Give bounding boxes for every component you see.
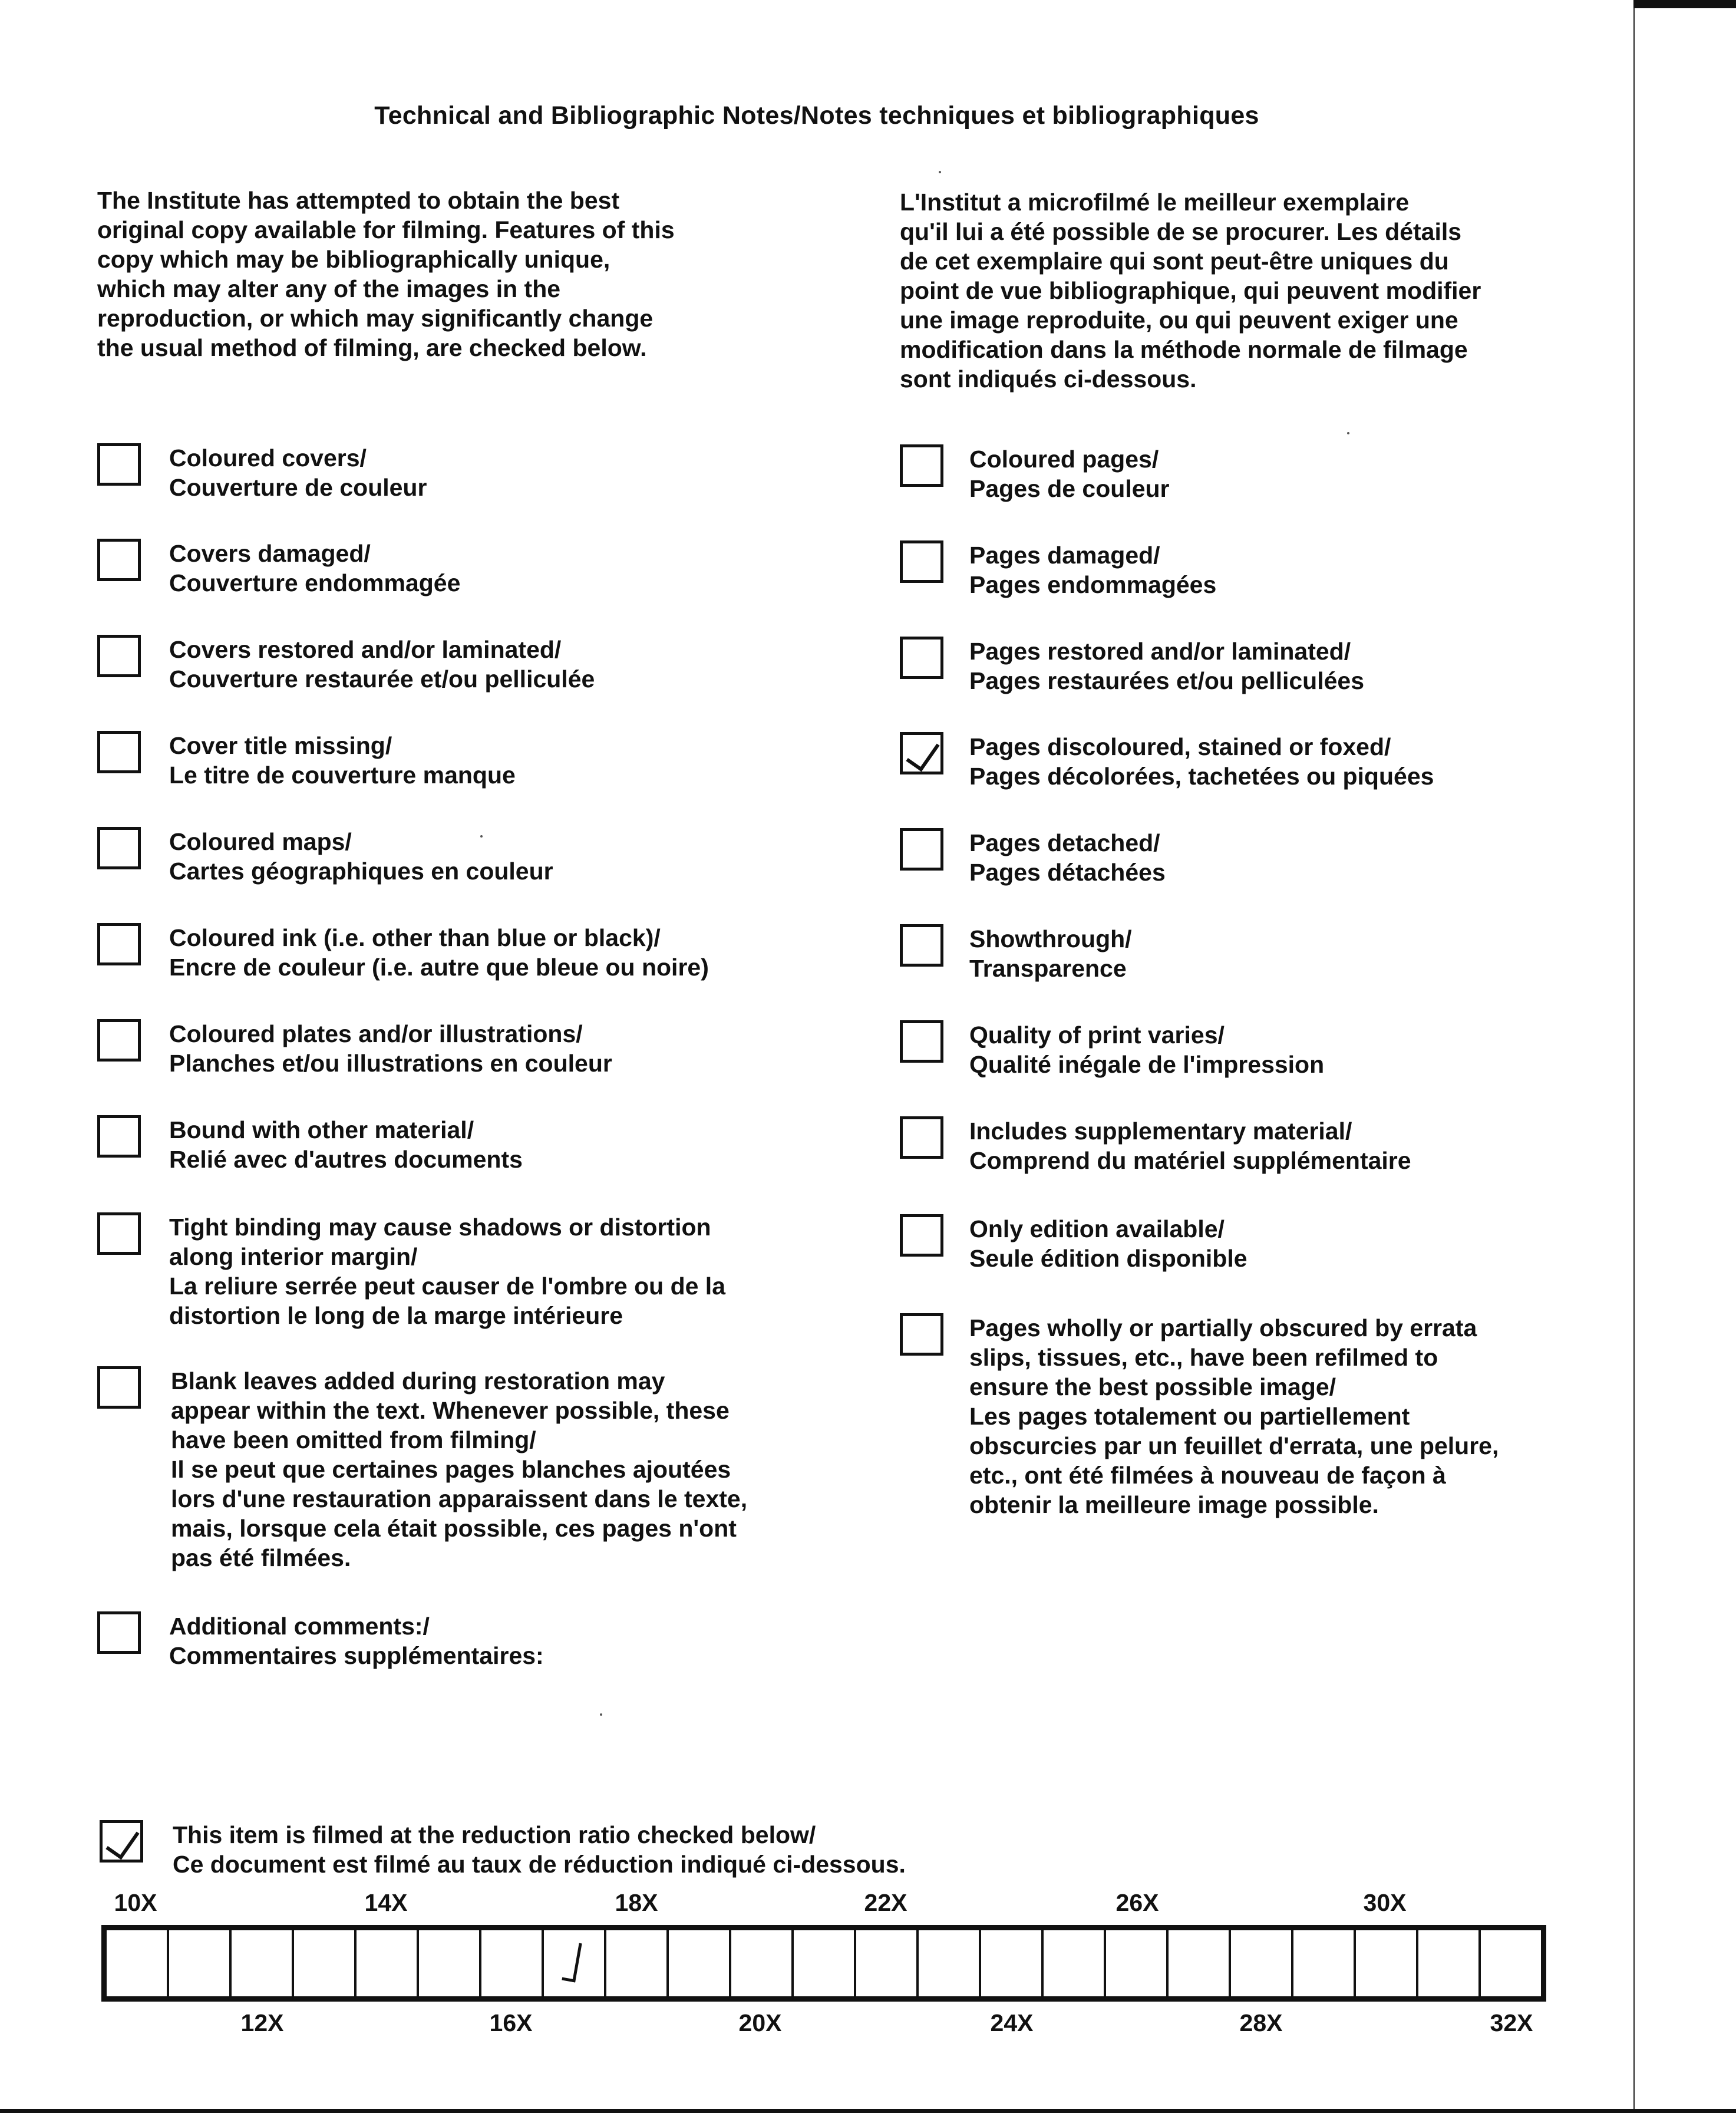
checkbox[interactable] xyxy=(900,924,943,967)
item-label: Pages damaged/ Pages endommagées xyxy=(969,542,1217,598)
ratio-label-bottom: 28X xyxy=(1239,2009,1283,2036)
checkbox[interactable] xyxy=(97,923,141,965)
checkbox[interactable] xyxy=(97,635,141,677)
item-label: Covers damaged/ Couverture endommagée xyxy=(169,540,461,596)
ratio-label-bottom: 16X xyxy=(489,2009,533,2036)
ratio-label-bottom: 20X xyxy=(738,2009,782,2036)
ratio-cell[interactable] xyxy=(1169,1930,1231,1996)
ratio-cell[interactable] xyxy=(919,1930,981,1996)
ratio-cell[interactable] xyxy=(1418,1930,1481,1996)
scan-speck xyxy=(600,1713,602,1716)
checkbox[interactable] xyxy=(97,731,141,773)
checkbox[interactable] xyxy=(900,1313,943,1356)
ratio-cell[interactable] xyxy=(232,1930,294,1996)
checkbox[interactable] xyxy=(900,732,943,774)
ratio-cell[interactable] xyxy=(107,1930,169,1996)
item-label: Covers restored and/or laminated/ Couverture restaurée et/ou pelliculée xyxy=(169,636,595,693)
ratio-cell[interactable] xyxy=(544,1930,606,1996)
reduction-label: This item is filmed at the reduction ratio checked below/ Ce document est filmé au taux de réduction indiqué ci-dessous. xyxy=(173,1821,906,1878)
checkbox[interactable] xyxy=(100,1820,143,1863)
item-label: Only edition available/ Seule édition disponible xyxy=(969,1215,1247,1272)
ratio-label-bottom: 24X xyxy=(990,2009,1034,2036)
checkbox[interactable] xyxy=(97,827,141,869)
ratio-label-top: 18X xyxy=(615,1889,658,1916)
ratio-cell[interactable] xyxy=(731,1930,794,1996)
ratio-cell[interactable] xyxy=(294,1930,357,1996)
item-label: Tight binding may cause shadows or distortion along interior margin/ La reliure serrée peut causer de l'ombre ou de la distortion le long de la marge intérieure xyxy=(169,1214,726,1329)
intro-french: L'Institut a microfilmé le meilleur exemplaire qu'il lui a été possible de se procurer. Les détails de cet exemplaire qui sont peut-être uniques du point de vue bibliographique, qui peuvent modifier une image reproduite, ou qui peuvent exiger une modification dans la méthode normale de filmage sont indiqués ci-dessous. xyxy=(900,189,1481,393)
item-label: Blank leaves added during restoration may appear within the text. Whenever possible, these have been omitted from filming/ Il se peut que certaines pages blanches ajoutées lors d'une restauration apparaissent dans le texte, mais, lorsque cela était possible, ces pages n'ont pas été filmées. xyxy=(171,1367,748,1571)
page-edge-shadow xyxy=(1633,0,1736,8)
ratio-cell[interactable] xyxy=(669,1930,731,1996)
item-label: Additional comments:/ Commentaires supplémentaires: xyxy=(169,1613,544,1669)
checkbox[interactable] xyxy=(97,1115,141,1158)
ratio-label-top: 26X xyxy=(1115,1889,1159,1916)
intro-english: The Institute has attempted to obtain the best original copy available for filming. Features of this copy which may be bibliographically unique, which may alter any of the images in the reproduction, or which may significantly change the usual method of filming, are checked below. xyxy=(97,187,675,361)
page-title: Technical and Bibliographic Notes/Notes techniques et bibliographiques xyxy=(374,101,1259,130)
ratio-cell[interactable] xyxy=(606,1930,669,1996)
ratio-label-top: 22X xyxy=(864,1889,907,1916)
scan-speck xyxy=(480,835,483,838)
scan-speck xyxy=(939,171,941,173)
checkbox[interactable] xyxy=(97,1212,141,1255)
ratio-cell[interactable] xyxy=(357,1930,419,1996)
ratio-cell[interactable] xyxy=(481,1930,544,1996)
item-label: Bound with other material/ Relié avec d'autres documents xyxy=(169,1116,523,1173)
item-label: Coloured maps/ Cartes géographiques en couleur xyxy=(169,828,553,885)
checkbox[interactable] xyxy=(900,828,943,871)
item-label: Cover title missing/ Le titre de couverture manque xyxy=(169,732,516,789)
ratio-cell[interactable] xyxy=(981,1930,1044,1996)
ratio-cell[interactable] xyxy=(419,1930,481,1996)
item-label: Pages detached/ Pages détachées xyxy=(969,829,1166,886)
item-label: Pages discoloured, stained or foxed/ Pages décolorées, tachetées ou piquées xyxy=(969,733,1434,790)
checkbox[interactable] xyxy=(97,443,141,486)
ratio-label-bottom: 32X xyxy=(1490,2009,1533,2036)
item-label: Pages wholly or partially obscured by errata slips, tissues, etc., have been refilmed to ensure the best possible image/ Les pages totalement ou partiellement obscurcies par un feuillet d'errata, une pelure, etc., ont été filmées à nouveau de façon à obtenir la meilleure image possible. xyxy=(969,1314,1499,1518)
item-label: Includes supplementary material/ Comprend du matériel supplémentaire xyxy=(969,1118,1411,1174)
checkbox[interactable] xyxy=(900,1116,943,1159)
checkbox[interactable] xyxy=(900,444,943,487)
item-label: Pages restored and/or laminated/ Pages restaurées et/ou pelliculées xyxy=(969,638,1364,694)
checkbox[interactable] xyxy=(900,540,943,583)
ratio-cell[interactable] xyxy=(1231,1930,1293,1996)
ratio-cell[interactable] xyxy=(1293,1930,1356,1996)
checkbox[interactable] xyxy=(900,1020,943,1063)
item-label: Quality of print varies/ Qualité inégale de l'impression xyxy=(969,1021,1325,1078)
checkbox[interactable] xyxy=(97,1611,141,1654)
item-label: Coloured plates and/or illustrations/ Planches et/ou illustrations en couleur xyxy=(169,1020,612,1077)
ratio-cell[interactable] xyxy=(1356,1930,1418,1996)
item-label: Coloured ink (i.e. other than blue or black)/ Encre de couleur (i.e. autre que bleue ou noire) xyxy=(169,924,709,981)
ratio-cell[interactable] xyxy=(169,1930,232,1996)
reduction-ratio-strip xyxy=(101,1925,1546,2002)
ratio-label-top: 10X xyxy=(114,1889,157,1916)
item-label: Showthrough/ Transparence xyxy=(969,925,1132,982)
ratio-cell[interactable] xyxy=(856,1930,919,1996)
item-label: Coloured covers/ Couverture de couleur xyxy=(169,444,427,501)
ratio-cell[interactable] xyxy=(1106,1930,1169,1996)
ratio-cell[interactable] xyxy=(794,1930,856,1996)
checkbox[interactable] xyxy=(97,1019,141,1062)
scan-speck xyxy=(1347,432,1349,434)
ratio-cell[interactable] xyxy=(1044,1930,1106,1996)
checkbox[interactable] xyxy=(900,637,943,679)
checkbox[interactable] xyxy=(97,539,141,581)
checkbox[interactable] xyxy=(97,1366,141,1409)
ratio-label-top: 14X xyxy=(364,1889,408,1916)
ratio-label-top: 30X xyxy=(1363,1889,1407,1916)
ratio-cell[interactable] xyxy=(1481,1930,1541,1996)
ratio-label-bottom: 12X xyxy=(240,2009,284,2036)
checkbox[interactable] xyxy=(900,1214,943,1257)
page-bottom-edge xyxy=(0,2109,1736,2113)
item-label: Coloured pages/ Pages de couleur xyxy=(969,446,1170,502)
